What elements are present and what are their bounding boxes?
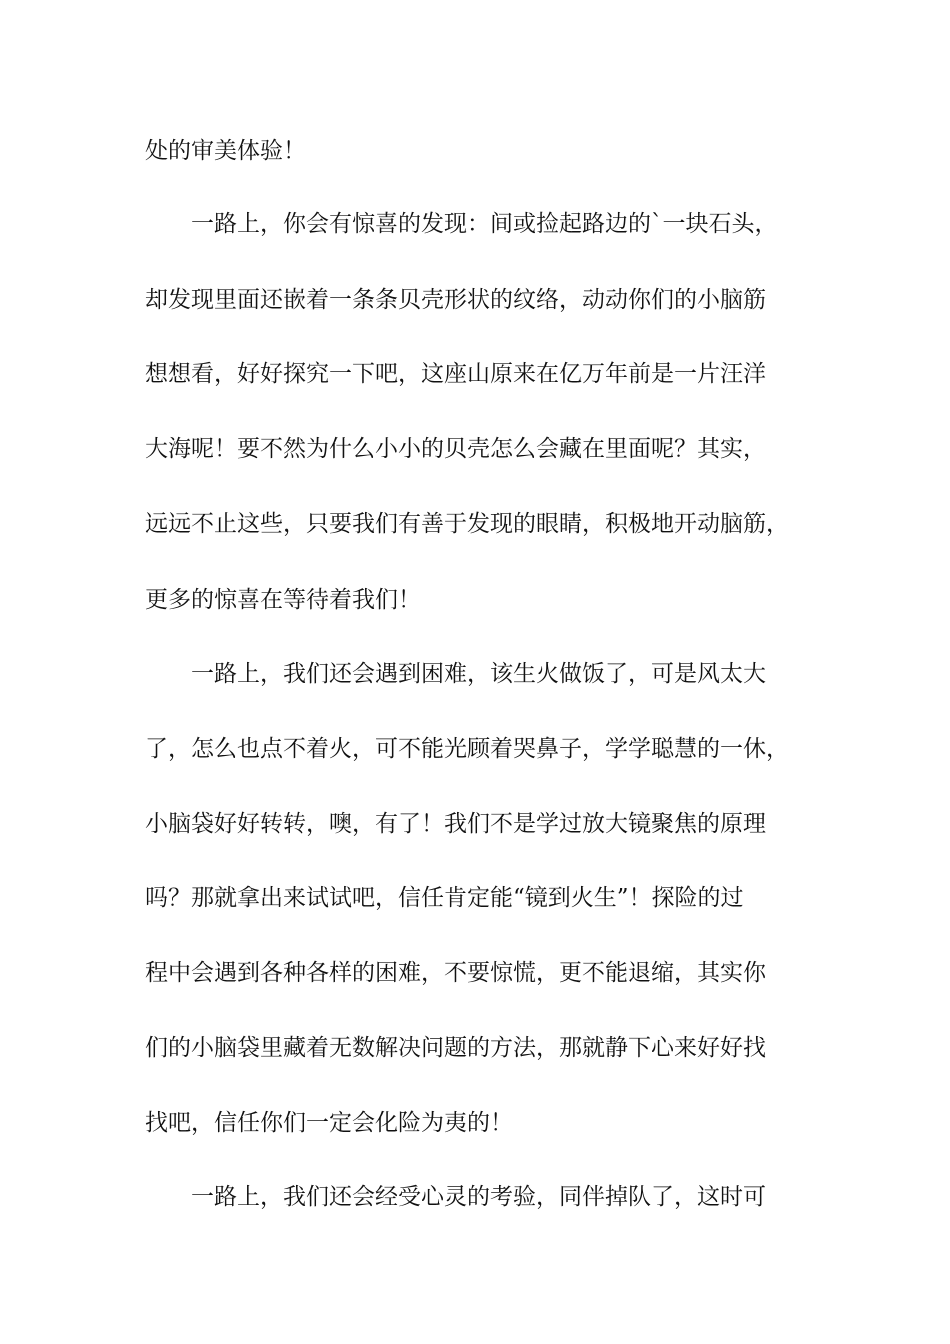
- text-line: 远远不止这些，只要我们有善于发现的眼睛，积极地开动脑筋，: [145, 511, 789, 537]
- text-line: 更多的惊喜在等待着我们！: [145, 587, 421, 613]
- text-line: 们的小脑袋里藏着无数解决问题的方法，那就静下心来好好找: [145, 1035, 766, 1061]
- text-line: 一路上，你会有惊喜的发现：间或捡起路边的`一块石头，: [145, 211, 778, 237]
- text-line: 想想看，好好探究一下吧，这座山原来在亿万年前是一片汪洋: [145, 361, 766, 387]
- text-line: 小脑袋好好转转，噢，有了！我们不是学过放大镜聚焦的原理: [145, 811, 766, 837]
- text-line: 一路上，我们还会遇到困难，该生火做饭了，可是风太大: [145, 661, 766, 687]
- text-line: 一路上，我们还会经受心灵的考验，同伴掉队了，这时可: [145, 1184, 766, 1210]
- text-line: 了，怎么也点不着火，可不能光顾着哭鼻子，学学聪慧的一休，: [145, 736, 789, 762]
- text-line: 处的审美体验！: [145, 138, 306, 164]
- text-line: 却发现里面还嵌着一条条贝壳形状的纹络，动动你们的小脑筋: [145, 287, 766, 313]
- text-line: 程中会遇到各种各样的困难，不要惊慌，更不能退缩，其实你: [145, 960, 766, 986]
- text-line: 吗？那就拿出来试试吧，信任肯定能“镜到火生”！探险的过: [145, 885, 744, 911]
- text-line: 大海呢！要不然为什么小小的贝壳怎么会藏在里面呢？其实，: [145, 436, 766, 462]
- text-line: 找吧，信任你们一定会化险为夷的！: [145, 1110, 513, 1136]
